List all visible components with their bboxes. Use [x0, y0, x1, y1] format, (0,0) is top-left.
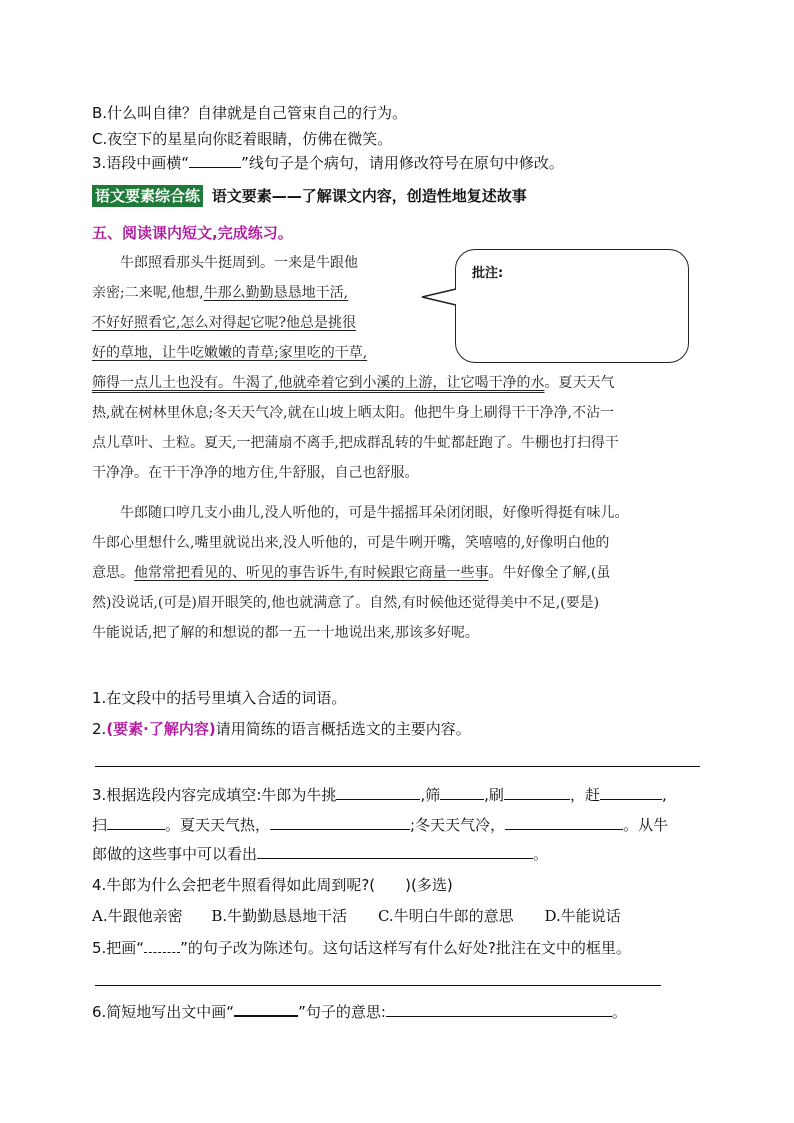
question-3-line-1	[92, 784, 667, 806]
q3-text: 扫	[92, 816, 108, 834]
question-top-3	[92, 152, 564, 174]
q3-text: ;冬天天气冷，	[410, 816, 506, 834]
banner	[92, 185, 527, 207]
q2-text: 请用简练的语言概括选文的主要内容。	[215, 720, 471, 738]
q2-tag: (要素·了解内容)	[106, 720, 216, 738]
option-b-choice[interactable]: B.牛勤勤恳恳地干活	[211, 907, 348, 925]
blank-conclusion[interactable]	[257, 843, 533, 859]
underline-sample-thick	[234, 1000, 298, 1017]
q3-text: ,筛	[420, 786, 441, 804]
blank-summer[interactable]	[270, 814, 410, 830]
section-title: 五、阅读课内短文,完成练习。	[92, 224, 293, 242]
underline-sample	[189, 152, 241, 168]
option-c: C.夜空下的星星向你眨着眼睛，仿佛在微笑。	[92, 130, 393, 148]
q6-text-c: 。	[611, 1003, 627, 1021]
option-d-choice[interactable]: D.牛能说话	[544, 907, 621, 925]
question-1: 1.在文段中的括号里填入合适的词语。	[92, 689, 347, 707]
passage-text: 亲密;二来呢,他想,	[92, 285, 204, 301]
passage-text: 。牛好像全了解,(虽	[488, 565, 611, 581]
question-4-options	[92, 905, 621, 927]
double-underlined-sentence: 筛得一点儿土也没有。牛渴了,他就牵着它到小溪的上游，让它喝干净的水	[92, 375, 545, 391]
passage-line	[92, 558, 712, 588]
banner-tag: 语文要素综合练	[92, 185, 203, 207]
q3-text: 郎做的这些事中可以看出	[92, 845, 258, 863]
option-a[interactable]: A.牛跟他亲密	[92, 907, 183, 925]
underlined-sentence: 他常常把看见的、听见的事告诉牛,有时候跟它商量一些事	[134, 565, 489, 581]
banner-text: 语文要素——了解课文内容，创造性地复述故事	[211, 187, 527, 205]
q3-text: 。	[533, 845, 549, 863]
underlined-sentence: 不好好照看它,怎么对得起它呢?他总是挑很	[92, 315, 356, 331]
passage-line: 干净净。在干干净净的地方住,牛舒服，自己也舒服。	[92, 465, 419, 481]
passage-line: 牛能说话,把了解的和想说的都一五一十地说出来,那该多好呢。	[92, 625, 479, 641]
q3-text: 。夏天天气热，	[165, 816, 271, 834]
answer-line-q2[interactable]	[95, 766, 700, 767]
question-4: 4.牛郎为什么会把老牛照看得如此周到呢?( )(多选)	[92, 876, 453, 894]
q3-text-b: ”线句子是个病句，请用修改符号在原句中修改。	[241, 154, 564, 172]
passage-text: 。夏天天气	[544, 375, 615, 391]
q3-text: ，赶	[569, 786, 600, 804]
q3-text: 。从牛	[623, 816, 669, 834]
q5-text-a: 5.把画“	[92, 939, 145, 957]
underlined-sentence: 牛那么勤勤恳恳地干活,	[203, 285, 349, 301]
passage-line	[92, 278, 712, 308]
annotation-label: 批注:	[472, 266, 504, 281]
blank-brush[interactable]	[504, 784, 570, 800]
underlined-sentence: 好的草地，让牛吃嫩嫩的青草;家里吃的干草,	[92, 345, 368, 361]
underline-sample-wavy	[144, 937, 180, 953]
q3-text: ,	[661, 786, 667, 804]
blank-sweep[interactable]	[107, 814, 165, 830]
passage-line: 热,就在树林里休息;冬天天气冷,就在山坡上晒太阳。他把牛身上刷得干干净净,不沾一	[92, 405, 615, 421]
passage-text: 意思。	[92, 565, 134, 581]
question-2	[92, 718, 471, 740]
blank-winter[interactable]	[505, 814, 623, 830]
q6-text-a: 6.简短地写出文中画“	[92, 1003, 235, 1021]
question-6	[92, 1000, 627, 1023]
passage-line: 然)没说话,(可是)眉开眼笑的,他也就满意了。自然,有时候他还觉得美中不足,(要是)	[92, 595, 600, 611]
question-5	[92, 937, 631, 959]
passage-line: 牛郎心里想什么,嘴里就说出来,没人听他的，可是牛咧开嘴，笑嘻嘻的,好像明白他的	[92, 535, 610, 551]
question-3-line-2	[92, 814, 668, 836]
q3-text-a: 3.语段中画横“	[92, 154, 190, 172]
q6-text-b: ”句子的意思:	[298, 1003, 386, 1021]
option-c-choice[interactable]: C.牛明白牛郎的意思	[377, 907, 514, 925]
question-3-line-3	[92, 843, 548, 865]
blank-pick[interactable]	[336, 784, 420, 800]
q5-text-b: ”的句子改为陈述句。这句话这样写有什么好处?批注在文中的框里。	[180, 939, 631, 957]
answer-line-q5[interactable]	[95, 985, 661, 986]
blank-drive[interactable]	[600, 784, 662, 800]
blank-meaning[interactable]	[386, 1001, 612, 1017]
passage-line: 点儿草叶、土粒。夏天,一把蒲扇不离手,把成群乱转的牛虻都赶跑了。牛棚也打扫得干	[92, 435, 619, 451]
q3-text: 3.根据选段内容完成填空:牛郎为牛挑	[92, 786, 337, 804]
option-b: B.什么叫自律？自律就是自己管束自己的行为。	[92, 104, 408, 122]
reading-passage	[92, 248, 712, 648]
passage-line	[92, 368, 712, 398]
passage-line: 牛郎随口哼几支小曲儿,没人听他的，可是牛摇摇耳朵闭闭眼，好像听得挺有味儿。	[120, 505, 629, 521]
q2-number: 2.	[92, 720, 107, 738]
q3-text: ,刷	[484, 786, 504, 804]
passage-line: 牛郎照看那头牛挺周到。一来是牛跟他	[120, 255, 358, 271]
blank-sift[interactable]	[440, 784, 484, 800]
